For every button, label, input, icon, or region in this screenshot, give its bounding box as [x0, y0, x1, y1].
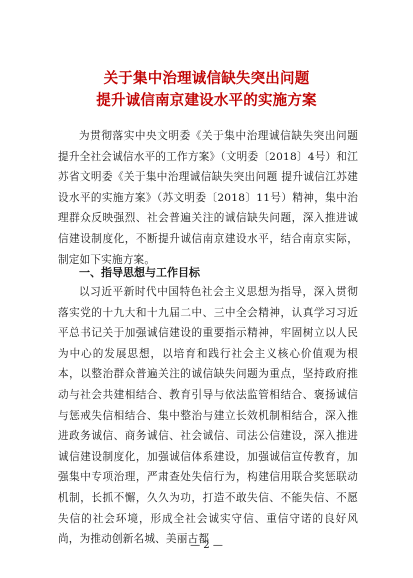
section-heading-guiding-principles: 一、指导思想与工作目标	[79, 266, 200, 279]
page-number: — 2 —	[190, 540, 223, 551]
intro-paragraph: 为贯彻落实中央文明委《关于集中治理诚信缺失突出问题提升全社会诚信水平的工作方案》（文明委〔2018〕4号）和江苏省文明委《关于集中治理诚信缺失突出问题 提升诚信江苏建设水平的实施方案》（苏文明委〔2018〕11号）精神，集中治理群众反映强烈、社会普遍关注的诚信缺失问题，深入推进诚信建设制度化，不断提升诚信南京建设水平，结合南京实际，制定如下实施方案。	[58, 130, 358, 266]
section-1-paragraph: 以习近平新时代中国特色社会主义思想为指导，深入贯彻落实党的十九大和十九届二中、三中全会精神，认真学习习近平总书记关于加强诚信建设的重要指示精神，牢固树立以人民为中心的发展思想，以培育和践行社会主义核心价值观为根本，以整治群众普遍关注的诚信缺失问题为重点，坚持政府推动与社会共建相结合、教育引导与依法监管相结合、褒扬诚信与惩戒失信相结合、集中整治与建立长效机制相结合，深入推进政务诚信、商务诚信、社会诚信、司法公信建设，深入推进诚信建设制度化，加强诚信体系建设，加强诚信宣传教育，加强集中专项治理，严肃查处失信行为，构建信用联合奖惩联动机制，长抓不懈，久久为功，打造不敢失信、不能失信、不愿失信的社会环境，形成全社会诚实守信、重信守诺的良好风尚，为推动创新名城、美丽古都	[58, 286, 358, 546]
document-title-line-2: 提升诚信南京建设水平的实施方案	[96, 93, 317, 109]
document-title-line-1: 关于集中治理诚信缺失突出问题	[103, 71, 310, 87]
